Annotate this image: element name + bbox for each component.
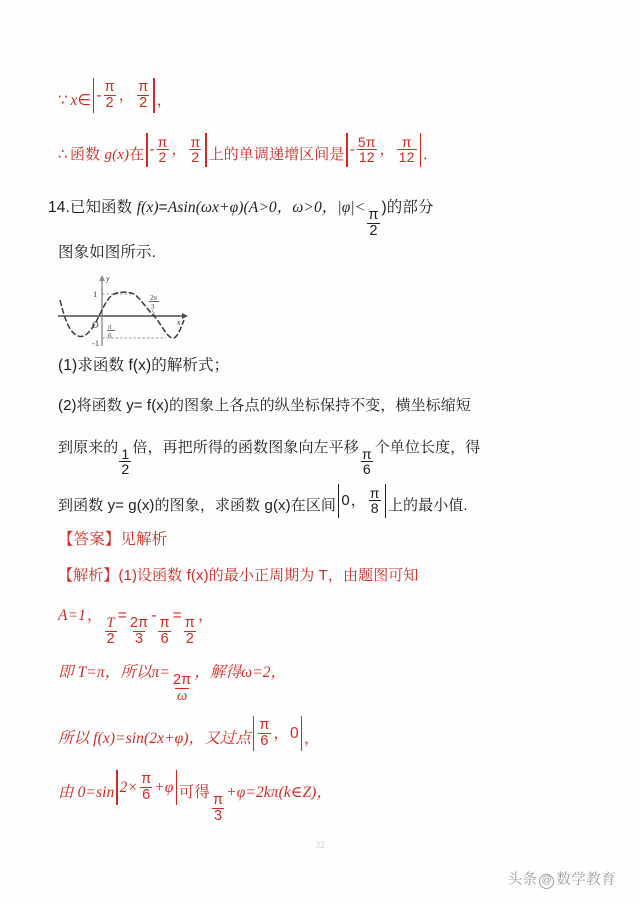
answer-text: 见解析: [120, 531, 168, 548]
text-obtain-g: 到函数 y= g(x)的图象，求函数 g(x)在区间: [58, 497, 337, 515]
answer-tag: 【答案】: [58, 531, 121, 548]
statement-line-increasing-interval: [58, 135, 604, 165]
interval-bracket: [91, 80, 157, 111]
fraction-pi-over-6-arg: $\frac{\pi}{6}$: [141, 771, 152, 803]
comma: ，: [86, 607, 103, 624]
watermark-name: 数学教育: [556, 872, 616, 888]
x-tick-pi-over-6: [107, 323, 115, 340]
problem-expression: Asin(ωx+φ)(A>0，ω>0，|φ|<: [167, 199, 366, 216]
therefore-symbol: ∴: [58, 146, 69, 164]
comma: ，: [171, 141, 187, 159]
problem-stem-text: 已知函数: [69, 199, 133, 216]
comma: ，: [379, 141, 395, 159]
fraction-answer-left: $\frac{5\pi}{12}$: [357, 134, 376, 166]
fraction-two-pi-over-omega: $\frac{2\pi}{\omega}$: [172, 671, 192, 704]
line-terminator: ，: [197, 607, 214, 624]
domain-interval-bracket: [144, 135, 208, 165]
sine-argument-bracket: [114, 772, 178, 803]
solution-step-4: [58, 772, 604, 823]
fraction-pi-over-2-left: $\frac{\pi}{2}$: [104, 79, 115, 111]
text-minimum-value: 上的最小值.: [387, 497, 468, 515]
negative-sign: -: [349, 141, 355, 159]
x-axis-label: x: [177, 318, 181, 327]
fraction-pi-over-6-point: $\frac{\pi}{6}$: [259, 717, 270, 749]
solution-step-2: [58, 665, 604, 704]
solution-step-1: [58, 608, 604, 647]
analysis-tag: 【解析】: [58, 567, 119, 584]
period-text: 即 T=π，所以π=: [58, 664, 170, 681]
point-bracket: [251, 718, 304, 749]
fraction-pi-over-2-result: $\frac{\pi}{2}$: [184, 614, 195, 647]
sine-equation-lead: 由 0=sin: [58, 783, 115, 801]
fraction-pi-over-2-phi-bound: $\frac{\pi}{2}$: [368, 206, 379, 239]
equals-sign: =: [172, 607, 182, 624]
sine-curve-figure: [56, 272, 188, 352]
plus-phi: +φ: [154, 778, 174, 796]
fraction-T-over-2: $\frac{T}{2}$: [106, 614, 115, 647]
sub-question-2-line-2: [58, 440, 604, 477]
equals-sign: =: [117, 607, 127, 624]
text-on: 在: [129, 146, 145, 164]
peak-tick-denominator: 3: [151, 303, 155, 311]
statement-line-x-domain: [58, 80, 604, 111]
y-min-label: -1: [92, 338, 100, 348]
text-shift-left: 倍，再把所得的函数图象向左平移: [132, 439, 359, 456]
at-icon: @: [539, 874, 554, 889]
x-tick-numerator: π: [108, 323, 112, 331]
problem-stem-line-2: 图象如图所示.: [58, 244, 157, 261]
x-tick-denominator: 6: [108, 332, 112, 340]
sine-curve-svg: [56, 272, 188, 352]
negative-sign: -: [149, 141, 155, 159]
fraction-two-pi-over-3: $\frac{2\pi}{3}$: [129, 614, 149, 647]
negative-sign: -: [96, 86, 102, 104]
text-we-get: 可得: [178, 783, 210, 801]
line-terminator: ．: [422, 146, 438, 164]
because-symbol: ∵: [58, 91, 69, 109]
comma: ，: [118, 86, 135, 104]
origin-label: O: [92, 320, 99, 330]
text-to-original: 到原来的: [58, 439, 119, 456]
fraction-domain-left: $\frac{\pi}{2}$: [157, 134, 168, 166]
fraction-answer-right: $\frac{\pi}{12}$: [398, 134, 415, 166]
fraction-domain-right: $\frac{\pi}{2}$: [190, 134, 201, 166]
problem-number: 14.: [48, 199, 70, 216]
analysis-lead-text: (1)设函数 f(x)的最小正周期为 T，由题图可知: [118, 567, 419, 584]
omega-result-text: ，解得ω=2，: [194, 664, 287, 681]
sub-question-2-line-3: [58, 486, 604, 516]
interval-bracket-0-pi-8: [336, 486, 388, 516]
peak-tick-numerator: 2π: [150, 294, 158, 302]
text-function-label: 函数: [70, 146, 101, 164]
y-max-label: 1: [93, 289, 98, 299]
phi-equation-tail: +φ=2kπ(k∈Z)，: [226, 783, 333, 801]
fraction-pi-over-6-shift: $\frac{\pi}{6}$: [361, 445, 372, 478]
fraction-pi-over-8: $\frac{\pi}{8}$: [369, 485, 380, 517]
function-f-of-x: f(x): [136, 199, 159, 216]
fraction-pi-over-2-right: $\frac{\pi}{2}$: [138, 79, 149, 111]
variable-x: x: [70, 91, 78, 109]
y-axis-arrow: [99, 275, 105, 281]
fraction-pi-over-3: $\frac{\pi}{3}$: [213, 791, 224, 824]
answer-interval-bracket: [344, 135, 422, 165]
analysis-line: [58, 568, 604, 583]
solution-step-3: [58, 718, 604, 749]
fraction-pi-over-6: $\frac{\pi}{6}$: [159, 614, 170, 647]
function-g-of-x: g(x): [104, 147, 130, 164]
watermark-prefix: 头条: [507, 872, 538, 888]
text-increasing-interval-is: 上的单调递增区间是: [208, 146, 345, 164]
sub-question-1: (1)求函数 f(x)的解析式；: [58, 357, 230, 374]
equals-sign: =: [158, 199, 168, 216]
watermark: [508, 868, 616, 889]
f-expression-text: 所以 f(x)=sin(2x+φ)，又过点: [58, 729, 252, 747]
line-terminator: ，: [156, 91, 173, 109]
text-units-length: 个单位长度，得: [374, 439, 481, 456]
comma: ，: [350, 492, 366, 510]
interval-left-endpoint: 0: [341, 492, 350, 510]
sub-question-2-line-1: (2)将函数 y= f(x)的图象上各点的纵坐标保持不变，横坐标缩短: [58, 397, 471, 414]
answer-line: [58, 532, 604, 548]
sine-curve-path: [60, 292, 184, 338]
two-times: 2×: [119, 778, 139, 796]
comma: ，: [273, 724, 289, 742]
problem-stem-line-1: [48, 200, 604, 239]
line-terminator: ，: [304, 729, 320, 747]
y-axis-label: y: [106, 274, 110, 283]
page-number: 32: [315, 840, 325, 850]
amplitude-equation: A=1: [58, 607, 86, 624]
fraction-one-half: $\frac{1}{2}$: [121, 445, 130, 478]
point-y-value: 0: [290, 724, 299, 742]
problem-stem-text-tail: )的部分: [381, 199, 434, 216]
minus-sign: -: [151, 607, 157, 624]
element-of-symbol: ∈: [77, 91, 91, 109]
x-axis-arrow: [182, 313, 188, 319]
